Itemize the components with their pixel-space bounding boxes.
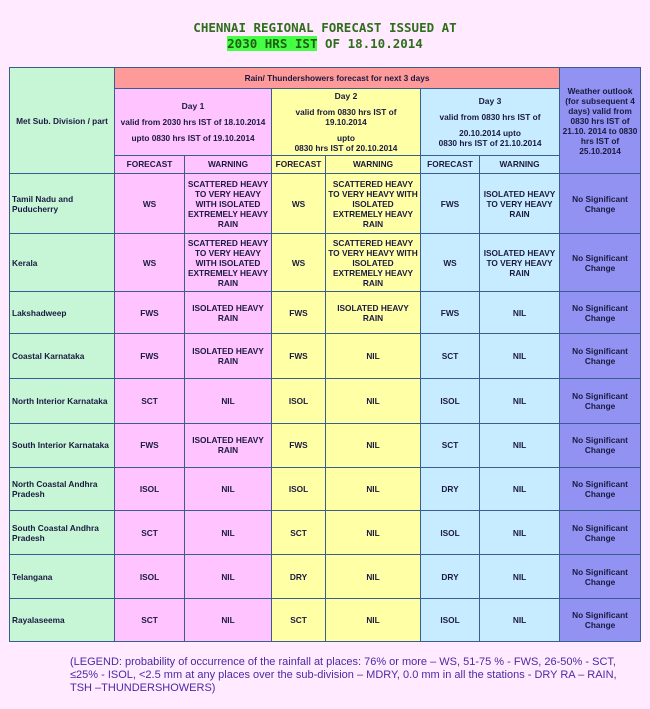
- day1-forecast: ISOL: [115, 467, 185, 511]
- day2-forecast: DRY: [272, 555, 326, 599]
- outlook-value: No Significant Change: [560, 234, 641, 292]
- day1-forecast: WS: [115, 234, 185, 292]
- table-row: [10, 292, 641, 334]
- day3-warning: NIL: [480, 599, 560, 642]
- day2-valid-until: 0830 hrs IST of 20.10.2014: [294, 143, 398, 154]
- outlook-value: No Significant Change: [560, 292, 641, 334]
- day2-forecast: ISOL: [272, 467, 326, 511]
- day1-warning: NIL: [185, 467, 272, 511]
- day1-forecast: FWS: [115, 334, 185, 379]
- day3-forecast: ISOL: [421, 378, 480, 423]
- day3-forecast: FWS: [421, 292, 480, 334]
- day1-forecast: WS: [115, 174, 185, 234]
- day3-label: Day 3: [478, 96, 502, 107]
- table-row: [10, 467, 641, 511]
- title-time-highlight: 2030 HRS IST: [227, 36, 318, 51]
- day1-forecast: ISOL: [115, 555, 185, 599]
- day2-warning: SCATTERED HEAVY TO VERY HEAVY WITH ISOLATED EXTREMELY HEAVY RAIN: [326, 174, 421, 234]
- table-row: [10, 511, 641, 555]
- day1-warning: NIL: [185, 599, 272, 642]
- day3-warning: NIL: [480, 555, 560, 599]
- day2-forecast: WS: [272, 234, 326, 292]
- day2-label: Day 2: [334, 91, 358, 102]
- outlook-value: No Significant Change: [560, 467, 641, 511]
- table-row: [10, 334, 641, 379]
- day3-forecast: WS: [421, 234, 480, 292]
- day2-warning-col: WARNING: [326, 155, 421, 173]
- outlook-value: No Significant Change: [560, 174, 641, 234]
- day1-header: [115, 89, 272, 155]
- day1-valid-from: valid from 2030 hrs IST of 18.10.2014: [120, 117, 266, 128]
- day1-warning-col: WARNING: [185, 155, 272, 173]
- day3-valid-upto: 20.10.2014 upto: [459, 128, 521, 139]
- day2-valid-upto: upto: [337, 133, 355, 144]
- day2-forecast: FWS: [272, 423, 326, 467]
- forecast-rows: [10, 174, 641, 642]
- outlook-value: No Significant Change: [560, 599, 641, 642]
- day2-warning: NIL: [326, 378, 421, 423]
- day3-forecast: ISOL: [421, 511, 480, 555]
- table-row: [10, 599, 641, 642]
- day2-warning: NIL: [326, 423, 421, 467]
- day3-forecast: SCT: [421, 423, 480, 467]
- day1-forecast: SCT: [115, 378, 185, 423]
- day1-warning: ISOLATED HEAVY RAIN: [185, 423, 272, 467]
- subdivision-name: Tamil Nadu and Puducherry: [10, 174, 115, 234]
- table-row: [10, 378, 641, 423]
- title-date: OF 18.10.2014: [317, 36, 423, 51]
- subdivision-name: Telangana: [10, 555, 115, 599]
- day2-forecast: SCT: [272, 511, 326, 555]
- outlook-value: No Significant Change: [560, 511, 641, 555]
- day2-header: [272, 89, 421, 155]
- day1-forecast: FWS: [115, 292, 185, 334]
- day1-forecast: SCT: [115, 599, 185, 642]
- table-row: [10, 174, 641, 234]
- day3-forecast: ISOL: [421, 599, 480, 642]
- day3-forecast: DRY: [421, 467, 480, 511]
- title-line-1: CHENNAI REGIONAL FORECAST ISSUED AT: [193, 20, 457, 35]
- rain-forecast-header: Rain/ Thundershowers forecast for next 3 days: [115, 68, 560, 89]
- table-row: [10, 234, 641, 292]
- day2-forecast: ISOL: [272, 378, 326, 423]
- forecast-table: [9, 67, 641, 642]
- day3-forecast: FWS: [421, 174, 480, 234]
- day1-warning: ISOLATED HEAVY RAIN: [185, 292, 272, 334]
- day2-forecast-col: FORECAST: [272, 155, 326, 173]
- day3-warning: NIL: [480, 334, 560, 379]
- subdivision-name: Coastal Karnataka: [10, 334, 115, 379]
- day1-valid-upto: upto 0830 hrs IST of 19.10.2014: [131, 133, 255, 144]
- day3-warning: NIL: [480, 467, 560, 511]
- outlook-value: No Significant Change: [560, 555, 641, 599]
- day1-warning: SCATTERED HEAVY TO VERY HEAVY WITH ISOLATED EXTREMELY HEAVY RAIN: [185, 234, 272, 292]
- day3-warning: NIL: [480, 292, 560, 334]
- day3-valid-from: valid from 0830 hrs IST of: [439, 112, 541, 123]
- day1-warning: NIL: [185, 511, 272, 555]
- day3-warning-col: WARNING: [480, 155, 560, 173]
- outlook-value: No Significant Change: [560, 378, 641, 423]
- day1-forecast-col: FORECAST: [115, 155, 185, 173]
- subdivision-name: Lakshadweep: [10, 292, 115, 334]
- day2-warning: NIL: [326, 555, 421, 599]
- day2-warning: ISOLATED HEAVY RAIN: [326, 292, 421, 334]
- report-title: [0, 20, 650, 52]
- day3-warning: ISOLATED HEAVY TO VERY HEAVY RAIN: [480, 174, 560, 234]
- day1-forecast: SCT: [115, 511, 185, 555]
- table-row: [10, 555, 641, 599]
- day2-forecast: SCT: [272, 599, 326, 642]
- day3-forecast-col: FORECAST: [421, 155, 480, 173]
- outlook-value: No Significant Change: [560, 334, 641, 379]
- day2-forecast: WS: [272, 174, 326, 234]
- subdivision-name: Kerala: [10, 234, 115, 292]
- day1-warning: NIL: [185, 555, 272, 599]
- day3-forecast: DRY: [421, 555, 480, 599]
- subdivision-name: North Coastal Andhra Pradesh: [10, 467, 115, 511]
- day3-forecast: SCT: [421, 334, 480, 379]
- day3-header: [421, 89, 560, 155]
- day2-forecast: FWS: [272, 292, 326, 334]
- subdivision-name: Rayalaseema: [10, 599, 115, 642]
- outlook-value: No Significant Change: [560, 423, 641, 467]
- day2-warning: NIL: [326, 334, 421, 379]
- subdivision-name: South Coastal Andhra Pradesh: [10, 511, 115, 555]
- day2-warning: NIL: [326, 599, 421, 642]
- legend: (LEGEND: probability of occurrence of the rainfall at places: 76% or more – WS, 51-75 % - FWS, 26-50% - SCT, ≤25% - ISOL, <2.5 mm at any places over the sub-division – MDRY, 0.0 mm in all the stations - DRY RA – RAIN, TSH –THUNDERSHOWERS): [70, 656, 617, 694]
- day1-warning: SCATTERED HEAVY TO VERY HEAVY WITH ISOLATED EXTREMELY HEAVY RAIN: [185, 174, 272, 234]
- day3-warning: ISOLATED HEAVY TO VERY HEAVY RAIN: [480, 234, 560, 292]
- day3-warning: NIL: [480, 511, 560, 555]
- day2-warning: NIL: [326, 467, 421, 511]
- subdivision-header: Met Sub. Division / part: [10, 68, 115, 174]
- subdivision-name: North Interior Karnataka: [10, 378, 115, 423]
- subdivision-name: South Interior Karnataka: [10, 423, 115, 467]
- day3-warning: NIL: [480, 423, 560, 467]
- day2-warning: SCATTERED HEAVY TO VERY HEAVY WITH ISOLATED EXTREMELY HEAVY RAIN: [326, 234, 421, 292]
- day1-warning: ISOLATED HEAVY RAIN: [185, 334, 272, 379]
- day1-label: Day 1: [181, 101, 205, 112]
- day3-warning: NIL: [480, 378, 560, 423]
- day2-warning: NIL: [326, 511, 421, 555]
- title-line-2: [0, 36, 650, 52]
- outlook-header: Weather outlook (for subsequent 4 days) valid from 0830 hrs IST of 21.10. 2014 to 0830 hrs IST of 25.10.2014: [560, 68, 641, 174]
- day3-valid-until: 0830 hrs IST of 21.10.2014: [438, 138, 542, 149]
- table-row: [10, 423, 641, 467]
- day1-warning: NIL: [185, 378, 272, 423]
- day2-forecast: FWS: [272, 334, 326, 379]
- day1-forecast: FWS: [115, 423, 185, 467]
- day2-valid-from: valid from 0830 hrs IST of 19.10.2014: [295, 107, 397, 128]
